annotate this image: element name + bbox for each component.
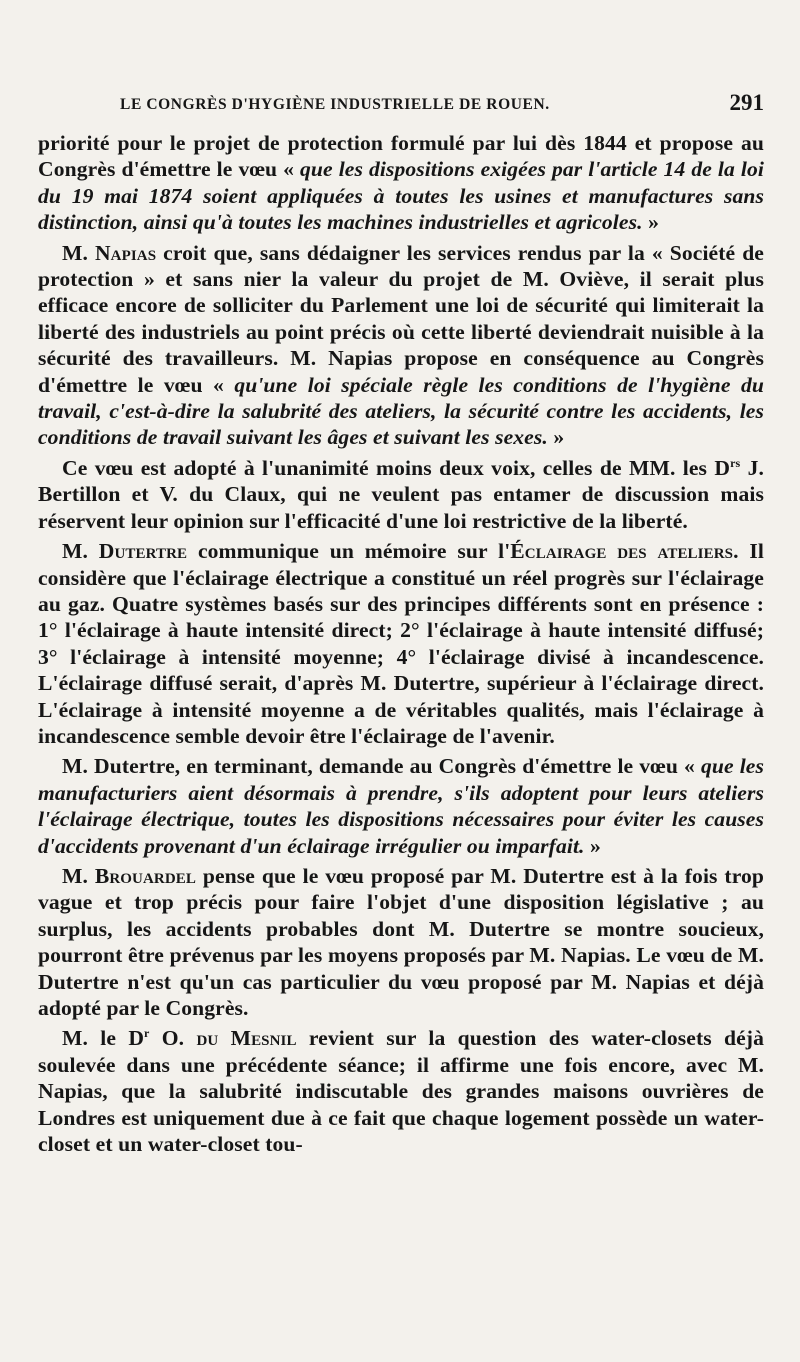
text-run: M. (62, 863, 95, 888)
speaker-name: Dutertre (98, 539, 188, 564)
text-run: J. Bertillon et V. du Claux, qui ne veulent pas entamer de discussion mais réservent leur opinion sur l'efficacité d'une loi restrictive de la liberté. (38, 455, 764, 533)
text-run: M. le D (62, 1026, 145, 1051)
quoted-resolution: que les dispositions exigées par l'article 14 de la loi du 19 mai 1874 soient appliquées à toutes les usines et manufactures sans distinction, ainsi qu'à toutes les machines industrielles et agricoles. (38, 157, 764, 235)
quoted-resolution: que les manufacturiers aient désormais à prendre, s'ils adoptent pour leurs ateliers l'éclairage électrique, toutes les dispositions nécessaires pour éviter les causes d'accidents provenant d'un éclairage irrégulier ou imparfait. (38, 754, 764, 858)
superscript: rs (730, 455, 741, 470)
paragraph-p2 (38, 240, 764, 451)
page-number: 291 (729, 90, 764, 115)
text-run: priorité pour le projet de protection formulé par lui dès 1844 et propose au Congrès d'émettre le vœu « (38, 131, 764, 182)
text-run: communique un mémoire sur l' (187, 539, 511, 564)
running-title: LE CONGRÈS D'HYGIÈNE INDUSTRIELLE DE ROUEN. (120, 96, 550, 113)
text-run: . Il considère que l'éclairage électrique a constitué un réel progrès sur l'éclairage au gaz. Quatre systèmes basés sur des principes différents sont en présence : 1° l'éclairage à haute intensité direct; 2° l'éclairage à haute intensité diffusé; 3° l'éclairage à intensité moyenne; 4° l'éclairage divisé à incandescence. L'éclairage diffusé serait, d'après M. Dutertre, supérieur à l'éclairage direct. L'éclairage à intensité moyenne a de véritables qualités, mais l'éclairage à incandescence semble devoir être l'éclairage de l'avenir. (38, 539, 764, 748)
paragraph-p6 (38, 863, 764, 1021)
text-run: » (642, 210, 660, 235)
text-run: M. (62, 539, 99, 564)
paragraph-p1 (38, 130, 764, 236)
speaker-name: Brouardel (94, 863, 197, 888)
superscript: r (144, 1026, 150, 1041)
text-run: » (547, 425, 565, 450)
paragraph-p5 (38, 753, 764, 859)
paragraph-p7 (38, 1025, 764, 1157)
text-run: croit que, sans dédaigner les services rendus par la « Société de protection » et sans nier la valeur du projet de M. Oviève, il serait plus efficace encore de solliciter du Parlement une loi de sécurité qui limiterait la liberté des industriels au point précis où cette liberté deviendrait nuisible à la sécurité des travailleurs. M. Napias propose en conséquence au Congrès d'émettre le vœu « (38, 240, 764, 397)
speaker-name: Napias (94, 240, 157, 265)
running-header (38, 90, 764, 130)
text-run: Ce vœu est adopté à l'unanimité moins deux voix, celles de MM. les D (62, 455, 731, 480)
text-run: M. Dutertre, en terminant, demande au Congrès d'émettre le vœu « (62, 754, 701, 779)
quoted-resolution: qu'une loi spéciale règle les conditions de l'hygiène du travail, c'est-à-dire la salubrité des ateliers, la sécurité contre les accidents, les conditions de travail suivant les âges et suivant les sexes. (38, 372, 765, 450)
text-run: » (584, 833, 601, 858)
body-text (38, 130, 764, 1157)
paragraph-p3 (38, 455, 764, 534)
text-run: pense que le vœu proposé par M. Dutertre est à la fois trop vague et trop précis pour faire l'objet d'une disposition législative ; au surplus, les accidents probables dont M. Dutertre se montre soucieux, pourront être prévenus par les moyens proposés par M. Napias. Le vœu de M. Dutertre n'est qu'un cas particulier du vœu proposé par M. Napias et déjà adopté par le Congrès. (38, 863, 765, 1020)
text-run: revient sur la question des water-closets déjà soulevée dans une précédente séance; il affirme une fois encore, avec M. Napias, que la salubrité indiscutable des grandes maisons ouvrières de Londres est uniquement due à ce fait que chaque logement possède un water-closet et un water-closet tou- (38, 1026, 764, 1157)
text-run: O. (149, 1026, 197, 1051)
speaker-name: Éclairage des ateliers (510, 539, 734, 564)
text-run: M. (62, 240, 95, 265)
paragraph-p4 (38, 538, 764, 749)
speaker-name: du Mesnil (196, 1026, 297, 1051)
